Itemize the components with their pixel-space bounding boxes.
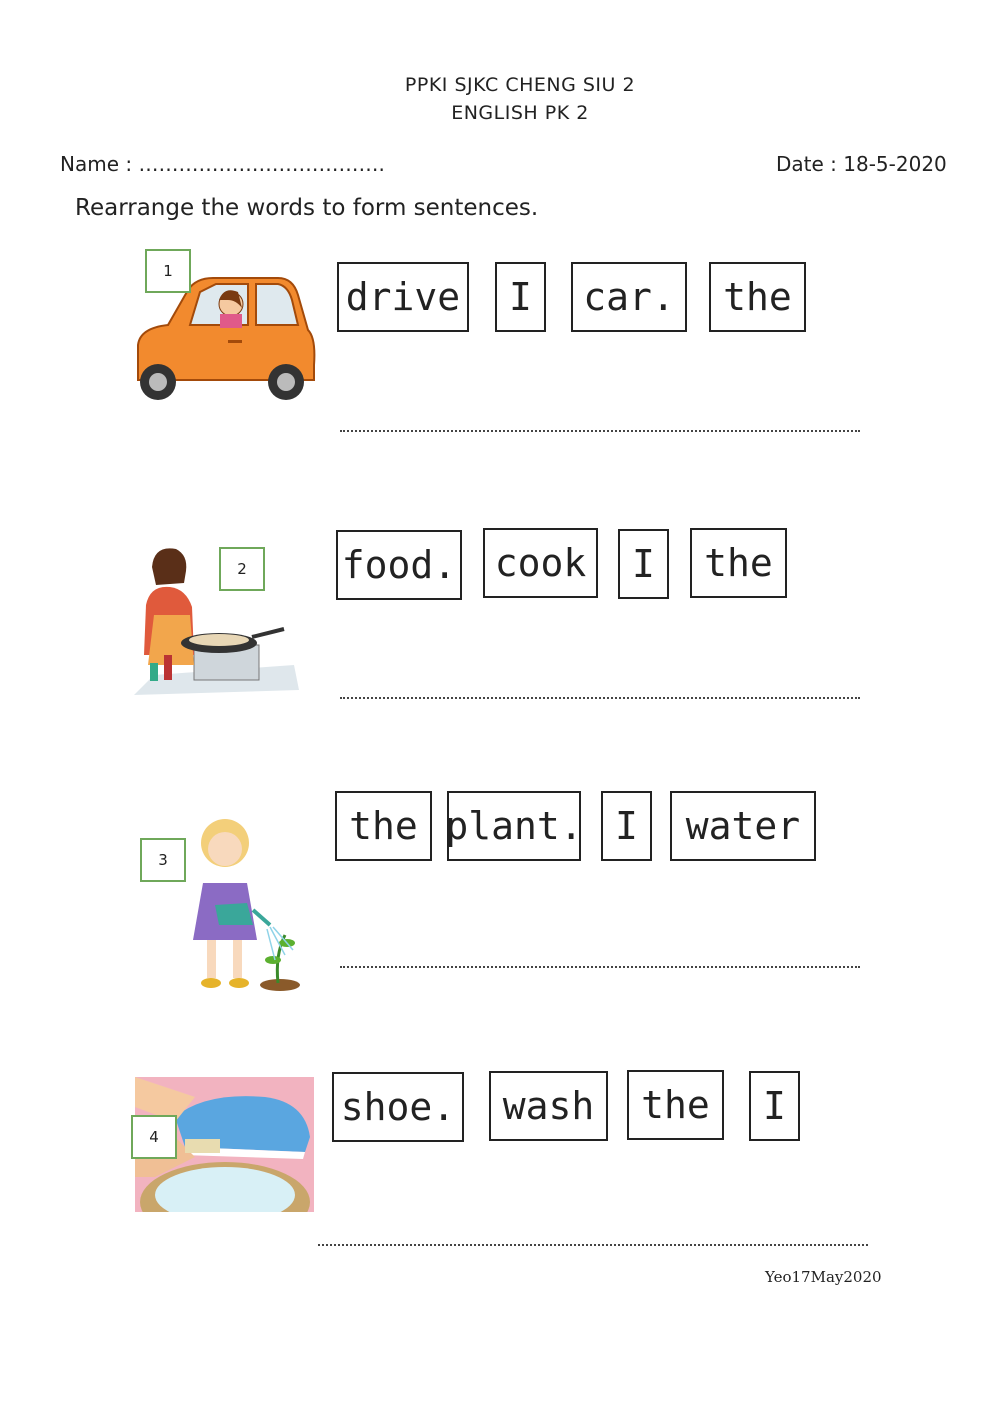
word-tile[interactable]: the: [690, 528, 787, 598]
word-tile[interactable]: cook: [483, 528, 598, 598]
cooking-image: [134, 545, 299, 700]
question-number: 4: [131, 1115, 177, 1159]
word-tile[interactable]: the: [335, 791, 432, 861]
name-field[interactable]: Name : ……………………………….: [60, 152, 385, 176]
word-tile[interactable]: food.: [336, 530, 462, 600]
word-tile[interactable]: I: [601, 791, 652, 861]
watering-plant-image: [175, 815, 300, 995]
word-tile[interactable]: the: [627, 1070, 724, 1140]
word-tile[interactable]: I: [495, 262, 546, 332]
question-number: 3: [140, 838, 186, 882]
answer-line[interactable]: [340, 966, 860, 968]
word-tile[interactable]: I: [749, 1071, 800, 1141]
word-tile[interactable]: shoe.: [332, 1072, 464, 1142]
question-number: 2: [219, 547, 265, 591]
footer-signature: Yeo17May2020: [765, 1268, 882, 1286]
answer-line[interactable]: [340, 430, 860, 432]
word-tile[interactable]: water: [670, 791, 816, 861]
answer-line[interactable]: [318, 1244, 868, 1246]
subject-title: ENGLISH PK 2: [451, 102, 589, 124]
word-tile[interactable]: wash: [489, 1071, 608, 1141]
word-tile[interactable]: I: [618, 529, 669, 599]
date-label: Date : 18-5-2020: [776, 152, 947, 176]
word-tile[interactable]: plant.: [447, 791, 581, 861]
word-tile[interactable]: the: [709, 262, 806, 332]
instruction: Rearrange the words to form sentences.: [75, 195, 539, 221]
question-number: 1: [145, 249, 191, 293]
word-tile[interactable]: car.: [571, 262, 687, 332]
word-tile[interactable]: drive: [337, 262, 469, 332]
answer-line[interactable]: [340, 697, 860, 699]
school-title: PPKI SJKC CHENG SIU 2: [404, 74, 636, 96]
